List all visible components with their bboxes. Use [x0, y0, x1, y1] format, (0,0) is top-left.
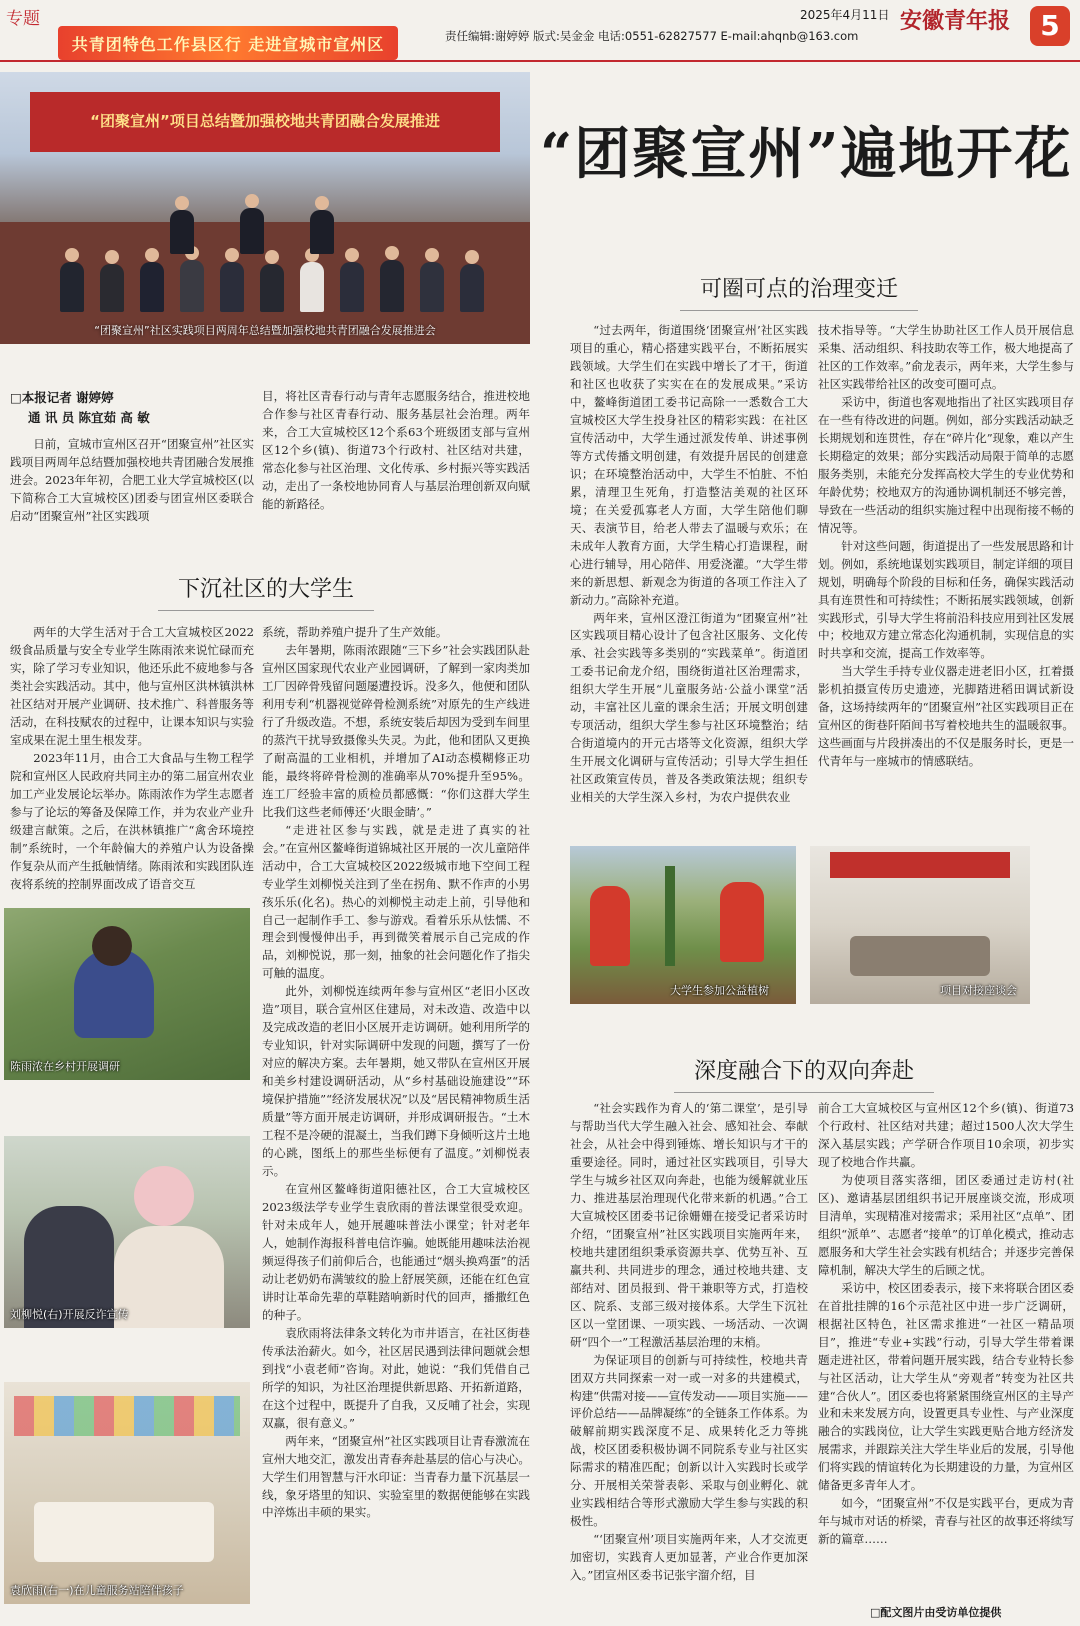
section1-paragraph: 2023年11月，由合工大食品与生物工程学院和宣州区人民政府共同主办的第二届宣州农业加工产业发展论坛举办。陈雨浓作为学生志愿者参与了论坛的筹备及保障工作，并为农业产业升级建言献策。之后，在洪林镇推广“禽舍环境控制”系统时，一个年龄偏大的养殖户认为设备操作复杂从而产生抵触情绪。陈雨浓和实践团队连夜将系统的控制界面改成了语音交互: [10, 750, 254, 891]
section-heading-1: 下沉社区的大学生: [178, 572, 354, 603]
photo-figure-cap: [134, 1166, 194, 1226]
intro-column-2: [262, 388, 530, 566]
section3-paragraph: 为保证项目的创新与可持续性，校地共青团双方共同探索一对一或一对多的共建模式，构建“供需对接——宣传发动——项目实施——评价总结——品牌凝练”的全链条工作体系。为破解前期实践深度不足、成果转化乏力等挑战，校区团委积极协调不同院系专业与社区实际需求的精准匹配；创新以计入实践时长或学分、开展相关荣誉表彰、采取与创业孵化、就业实践相结合等形式激励大学生参与实践的积极性。: [570, 1352, 808, 1529]
section1-paragraph: 袁欣雨将法律条文转化为市井语言，在社区街巷传承法治薪火。如今，社区居民遇到法律问题就会想到找“小袁老师”咨询。对此，她说：“我们凭借自己所学的知识，为社区治理提供新思路、开拓新道路，在这个过程中，既提升了自我，又反哺了社会，实现双赢，很有意义。”: [262, 1325, 530, 1430]
photo-meeting: [810, 846, 1030, 1004]
photo-figure: [720, 882, 764, 962]
photo-field-research: [4, 908, 250, 1080]
hero-person: [420, 262, 444, 312]
section3-paragraph: “‘团聚宣州’项目实施两年来，人才交流更加密切，实践育人更加显著，产业合作更加深入。”团宣州区委书记张宇溜介绍，目: [570, 1532, 808, 1583]
hero-photo: [0, 72, 530, 344]
section2-paragraph: 当大学生手持专业仪器走进老旧小区，扛着摄影机拍摄宣传历史遗迹，光脚踏进稻田调试新设备，这场持续两年的“团聚宣州”社区实践项目正在宣州区的街巷阡陌间书写着校地共生的温暖叙事。这些画面与片段拼凑出的不仅是服务时长，更是一代青年与一座城市的情感联结。: [818, 664, 1074, 769]
photo-tree: [665, 866, 675, 966]
hero-caption: “团聚宣州”社区实践项目两周年总结暨加强校地共青团融合发展推进会: [94, 324, 436, 337]
intro-column-1: [10, 436, 254, 566]
hero-person: [100, 264, 124, 312]
photo-children-station: [4, 1382, 250, 1604]
section1-column-2: [262, 624, 530, 1610]
hero-person: [340, 262, 364, 312]
section3-column-2: [818, 1100, 1074, 1600]
section2-paragraph: 两年来，宣州区澄江街道为“团聚宣州”社区实践项目精心设计了包含社区服务、文化传承、社会实践等多类别的“实践菜单”。街道团工委书记俞龙介绍，围绕街道社区治理需求，组织大学生开展“儿童服务站·公益小课堂”活动，丰富社区儿童的课余生活；开展文明创建专项活动，组织大学生参与社区环境整治；结合街道境内的开元古塔等文化资源，组织大学生开展文化调研与宣传活动；引导大学生担任社区政策宣传员，普及各类政策法规；组织专业相关的大学生深入乡村，为农户提供农业: [570, 610, 808, 805]
hero-person: [380, 260, 404, 312]
section2-paragraph: 针对这些问题，街道提出了一些发展思路和计划。例如，系统地谋划实践项目，制定详细的项目规划，明确每个阶段的目标和任务，确保实践活动具有连贯性和可持续性；不断拓展实践领域，创新实践形式，引导大学生将前沿科技应用到社区发展中；校地双方建立常态化沟通机制，实现信息的实时共享和交流，提高工作效率等。: [818, 538, 1074, 661]
section2-column-2: [818, 322, 1074, 832]
photo-anti-fraud: [4, 1136, 250, 1328]
section-heading-3: 深度融合下的双向奔赴: [694, 1054, 914, 1085]
page-header: [0, 0, 1080, 62]
byline-correspondents: 通 讯 员 陈宜茹 高 敏: [28, 410, 150, 425]
section3-paragraph: 如今，“团聚宣州”不仅是实践平台，更成为青年与城市对话的桥梁，青春与社区的故事还将续写新的篇章……: [818, 1496, 1074, 1547]
section1-paragraph: 两年来，“团聚宣州”社区实践项目让青春激流在宣州大地交汇，激发出青春奔赴基层的信心与决心。大学生们用智慧与汗水印证：当青春力量下沉基层一线，象牙塔里的知识、实验室里的数据便能够在实践中淬炼出丰硕的果实。: [262, 1433, 530, 1520]
photo-table: [34, 1502, 214, 1562]
section1-paragraph: “走进社区参与实践，就是走进了真实的社会。”在宣州区鳌峰街道锦城社区开展的一次儿童陪伴活动中，合工大宣城校区2022级城市地下空间工程专业学生刘柳悦关注到了坐在拐角、默不作声的小男孩乐乐(化名)。热心的刘柳悦主动走上前，引导他和自己一起制作手工、参与游戏。看着乐乐从怯懦、不理会到慢慢伸出手，再到微笑着展示自己完成的作品，刘柳悦说，那一刻，抽象的社会问题化作了指尖可触的温度。: [262, 822, 530, 981]
intro-paragraph-a: 日前，宣城市宣州区召开“团聚宣州”社区实践项目两周年总结暨加强校地共青团融合发展推进会。2023年年初，合肥工业大学宣城校区(以下简称合工大宣城校区)团委与团宣州区委联合启动“团聚宣州”社区实践项: [10, 437, 254, 523]
hero-stage-banner-text: “团聚宣州”项目总结暨加强校地共青团融合发展推进: [90, 112, 440, 130]
hero-person: [220, 262, 244, 312]
section1-paragraph: 系统，帮助养殖户提升了生产效能。: [262, 625, 448, 639]
section3-paragraph: 为使项目落实落细，团区委通过走访村(社区)、邀请基层团组织书记开展座谈交流，形成项目清单，实现精准对接需求；采用社区“点单”、团组织“派单”、志愿者“接单”的订单化模式，推动志愿服务和大学生社会实践有机结合；并逐步完善保障机制，解决大学生的后顾之忧。: [818, 1172, 1074, 1277]
byline: [10, 388, 150, 428]
photo-banner: [830, 852, 1010, 878]
hero-stage-banner: [30, 92, 500, 152]
newspaper-brand: 安徽青年报: [900, 8, 1011, 34]
section2-paragraph: 采访中，街道也客观地指出了社区实践项目存在一些有待改进的问题。例如，部分实践活动缺乏长期规划和连贯性，存在“碎片化”现象，难以产生长期稳定的效果；部分实践活动局限于简单的志愿服务类别，未能充分发挥高校大学生的专业优势和年龄优势；校地双方的沟通协调机制还不够完善，导致在一些活动的组织实施过程中出现衔接不畅的情况等。: [818, 394, 1074, 535]
hero-person: [180, 260, 204, 312]
photo-credit: □配文图片由受访单位提供: [870, 1606, 1002, 1619]
hero-person: [310, 210, 334, 254]
header-divider: [0, 60, 1080, 62]
section2-paragraph: 技术指导等。“大学生协助社区工作人员开展信息采集、活动组织、科技助农等工作，极大地提高了社区的工作效率。”俞龙表示，两年来，大学生参与社区实践带给社区的改变可圈可点。: [818, 323, 1074, 391]
issue-date: 2025年4月11日: [800, 8, 890, 22]
section2-paragraph: “过去两年，街道围绕‘团聚宣州’社区实践项目的重心，精心搭建实践平台，不断拓展实践领域。大学生们在实践中增长了才干，街道和社区也收获了实实在在的发展成果。”采访中，鳌峰街道团工委书记高除一一悉数合工大宣城校区大学生投身社区的精彩实践：在社区宣传活动中，大学生通过派发传单、讲述事例等方式传播文明创建，有效提升居民的创建意识；在环境整治活动中，大学生不怕脏、不怕累，清理卫生死角，打造整洁美观的社区环境；在关爱孤寡老人方面，大学生陪他们聊天、表演节目，给老人带去了温暖与欢乐；在未成年人教育方面，大学生精心打造课程，耐心进行辅导，用心陪伴、用爱浇灌。“大学生带来的新思想、新观念为街道的各项工作注入了新动力。”高除补充道。: [570, 323, 808, 607]
hero-person: [170, 210, 194, 254]
photo-figure: [590, 886, 630, 966]
section1-paragraph: 在宣州区鳌峰街道阳德社区，合工大宣城校区2023级法学专业学生袁欣雨的普法课堂很受欢迎。针对未成年人，她开展趣味普法小课堂；针对老年人，她制作海报科普电信诈骗。她既能用趣味法治视频逗得孩子们前仰后合，也能通过“烟头换鸡蛋”的活动让老奶奶布满皱纹的脸上舒展笑颜，还能在红色宣讲时让革命先辈的草鞋踏响新时代的回声，播撒红色的种子。: [262, 1182, 530, 1322]
photo-figure-head: [92, 926, 132, 966]
hero-person: [260, 264, 284, 312]
photo-decoration: [14, 1396, 240, 1436]
photo-caption: 大学生参加公益植树: [670, 984, 769, 997]
page-number: 5: [1030, 6, 1070, 46]
photo-caption: 刘柳悦(右)开展反诈宣传: [10, 1308, 129, 1321]
section1-paragraph: 去年暑期，陈雨浓跟随“三下乡”社会实践团队赴宣州区国家现代农业产业园调研，了解到一家肉类加工厂因碎骨残留问题屡遭投诉。没多久，他便和团队利用专利“机器视觉碎骨检测系统”对原先的生产线进行了升级改造。不想，系统安装后却因为受到车间里的蒸汽干扰导致摄像头失灵。为此，他和团队又更换了耐高温的工业相机，并增加了AI动态模糊修正功能，最终将碎骨检测的准确率从70%提升至95%。连工厂经验丰富的质检员都感慨：“你们这群大学生比我们这些老师傅还‘火眼金睛’。”: [262, 642, 530, 819]
hero-person: [240, 208, 264, 254]
photo-table: [850, 936, 990, 976]
photo-caption: 项目对接座谈会: [940, 984, 1017, 997]
topic-banner-text: 共青团特色工作县区行 走进宣城市宣州区: [71, 35, 385, 54]
photo-caption: 袁欣雨(右一)在儿童服务站陪伴孩子: [10, 1584, 184, 1597]
photo-caption: 陈雨浓在乡村开展调研: [10, 1060, 120, 1073]
section3-paragraph: 采访中，校区团委表示，接下来将联合团区委在首批挂牌的16个示范社区中进一步广泛调研，根据社区特色，社区需求推进“一社区一精品项目”，推进“专业+实践”行动，引导大学生带着课题走进社区，带着问题开展实践，结合专业特长参与社区活动，让大学生从“旁观者”转变为社区共建“合伙人”。团区委也将紧紧围绕宣州区的主导产业和未来发展方向，设置更具专业性、与产业深度融合的实践岗位，让大学生实践更贴合地方经济发展需求，并跟踪关注大学生毕业后的发展，引导他们将实践的情谊转化为长期建设的力量，为宣州区储备更多青年人才。: [818, 1280, 1074, 1493]
section3-paragraph: “社会实践作为育人的‘第二课堂’，是引导与帮助当代大学生融入社会、感知社会、奉献社会，从社会中得到锤炼、增长知识与才干的重要途径。同时，通过社区实践项目，引导大学生与城乡社区双向奔赴，也能为缓解就业压力、推进基层治理现代化带来新的机遇。”合工大宣城校区团委书记徐姗姗在接受记者采访时介绍，“团聚宣州”社区实践项目实施两年来，校地共建团组织秉承资源共享、优势互补、互赢共利、共同进步的理念，通过校地共建、支部结对、团员报到、骨干兼职等方式，打造校区、院系、支部三级对接体系。大学生下沉社区以一堂团课、一项实践、一场活动、一次调研“四个一”工程激活基层治理的末梢。: [570, 1101, 808, 1349]
section2-column-1: [570, 322, 808, 832]
section1-paragraph: 两年的大学生活对于合工大宣城校区2022级食品质量与安全专业学生陈雨浓来说忙碌而充实，除了学习专业知识，他还乐此不疲地参与各类社会实践活动。其中，他与宣州区洪林镇洪林社区结对开展产业调研、技术推广、科普服务等活动，在科技赋农的过程中，让课本知识与实验室成果在泥土里生根发芽。: [10, 625, 254, 747]
hero-person: [140, 262, 164, 312]
byline-reporter: □本报记者 谢婷婷: [10, 390, 114, 405]
hero-person: [460, 264, 484, 312]
section1-column-1: [10, 624, 254, 902]
article-title: “团聚宣州”遍地开花: [540, 121, 1073, 187]
section1-paragraph: 此外，刘柳悦连续两年参与宣州区“老旧小区改造”项目，联合宣州区住建局，对未改造、改造中以及完成改造的老旧小区展开走访调研。她利用所学的专业知识，针对实际调研中发现的问题，撰写了一份对应的解决方案。去年暑期，她又带队在宣州区开展和美乡村建设调研活动，从“乡村基础设施建设”“环境保护措施”“经济发展状况”以及“居民精神物质生活质量”等方面开展走访调研，并形成调研报告。“土木工程不是冷硬的混凝土，当我们蹲下身倾听这片土地的心跳，图纸上的那些坐标便有了温度。”刘柳悦表示。: [262, 984, 530, 1179]
photo-tree-planting: [570, 846, 796, 1004]
editor-info: 责任编辑:谢婷婷 版式:吴金金 电话:0551-62827577 E-mail:ahqnb@163.com: [445, 29, 859, 43]
section-tag: 专题: [6, 9, 40, 29]
intro-paragraph-b: 目，将社区青春行动与青年志愿服务结合，推进校地合作参与社区青春行动、服务基层社会治理。两年来，合工大宣城校区12个系63个班级团支部与宣州区12个乡(镇)、街道73个行政村、社区结对共建，常态化参与社区治理、文化传承、乡村振兴等实践活动，走出了一条校地协同育人与基层治理创新双向赋能的新路径。: [262, 389, 530, 511]
section3-column-1: [570, 1100, 808, 1610]
topic-banner: [58, 26, 398, 60]
hero-person: [300, 262, 324, 312]
hero-person: [60, 262, 84, 312]
section3-paragraph: 前合工大宣城校区与宣州区12个乡(镇)、街道73个行政村、社区结对共建；超过1500人次大学生深入基层实践；产学研合作项目10余项，初步实现了校地合作共赢。: [818, 1101, 1074, 1169]
section-heading-2: 可圈可点的治理变迁: [700, 272, 898, 303]
photo-figure: [114, 1226, 224, 1328]
